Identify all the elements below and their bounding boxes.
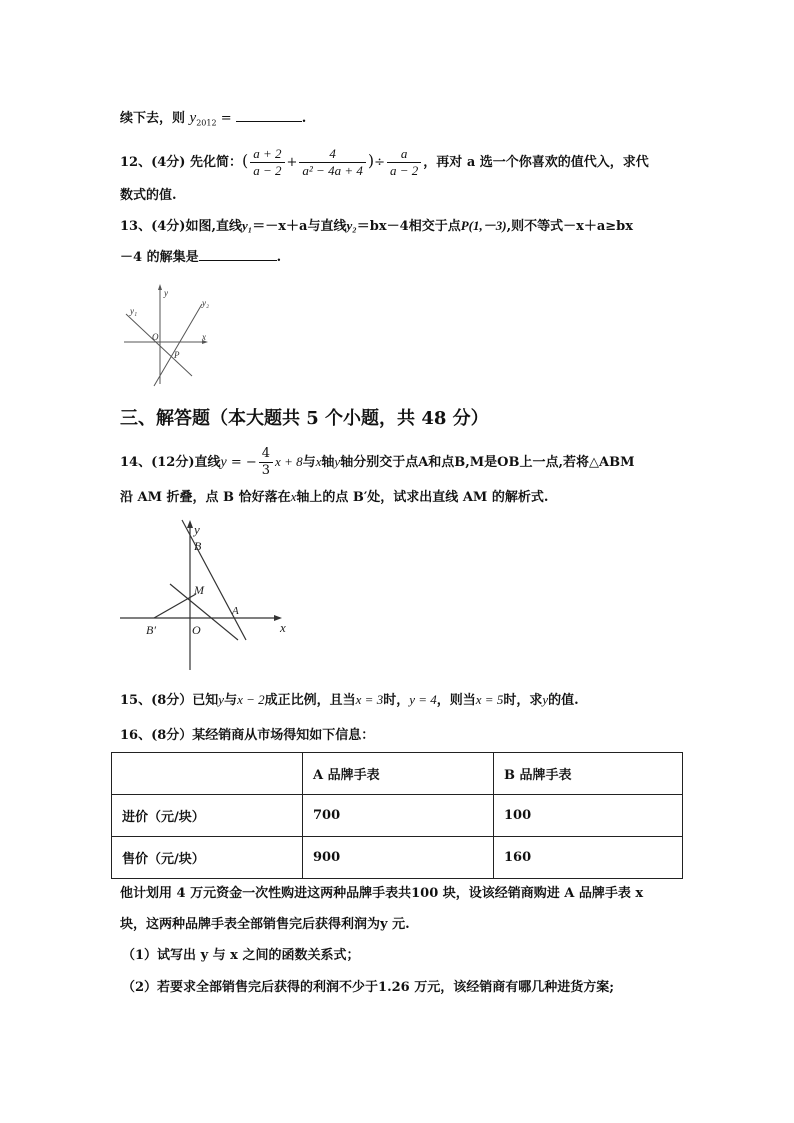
q15-expr3: y = 4 [409, 692, 437, 707]
q13-mid3: ,则不等式－x＋a≥bx [506, 219, 633, 234]
q13-line2b: . [276, 250, 282, 265]
q12-close: ) [367, 151, 375, 170]
q13-prefix: 13、(4分)如图,直线 [120, 219, 242, 234]
q13-y2: y₂ [346, 218, 357, 233]
q12-f1-num: a + 2 [250, 146, 284, 163]
q14-xvar: x [315, 454, 322, 469]
q12-suffix: ，再对 a 选一个你喜欢的值代入，求代 [423, 155, 649, 170]
q12-line2: 数式的值. [120, 188, 177, 203]
q12-f2-num: 4 [299, 146, 365, 163]
g1-label-x: x [202, 332, 206, 342]
q11-text: 续下去，则 [120, 111, 186, 126]
q12-div: ÷ [374, 155, 386, 170]
g1-line-y2 [154, 304, 202, 386]
q13-line2a: －4 的解集是 [120, 250, 199, 265]
q15-mid5: 时，求 [503, 693, 543, 708]
q15-mid4: ，则当 [436, 693, 476, 708]
q15-mid2: 成正比例，且当 [264, 693, 356, 708]
section-heading: 三、解答题（本大题共 5 个小题，共 48 分） [120, 408, 489, 429]
q15-y: y [218, 692, 225, 707]
table-header-cell: A 品牌手表 [303, 753, 494, 795]
q14-eq-a: = − [226, 455, 257, 470]
q13-eq2: ＝bx－4 [356, 219, 409, 234]
g1-label-y1: y₁ [130, 306, 138, 316]
q11-blank [236, 107, 302, 122]
q11-sub: 2012 [196, 118, 217, 128]
table-header-cell [112, 753, 303, 795]
q16-subquestion2: （2）若要求全部销售完后获得的利润不少于1.26 万元，该经销商有哪几种进货方案; [122, 980, 615, 995]
q14-line2x: x [290, 489, 297, 504]
q14-prefix: 14、(12分)直线 [120, 455, 221, 470]
q15-mid3: 时， [383, 693, 410, 708]
table-cell: 700 [303, 795, 494, 837]
q14-line2b: 轴上的点 B′处，试求出直线 AM 的解析式. [296, 490, 549, 505]
q12-line1 [120, 144, 649, 178]
g2-label-o: O [192, 623, 201, 637]
q12-open: ( [241, 151, 249, 170]
g1-label-p: P [174, 350, 180, 360]
g2-label-bprime: B′ [146, 623, 156, 637]
q14-line2a: 沿 AM 折叠，点 B 恰好落在 [120, 490, 291, 505]
g2-line-am [170, 584, 238, 640]
q16-table [111, 752, 683, 879]
table-header-cell: B 品牌手表 [494, 753, 683, 795]
q12-prefix: 12、(4分) 先化简： [120, 155, 242, 170]
g1-label-y2: y₂ [202, 298, 210, 308]
q14-frac-den: 3 [261, 463, 271, 478]
q11-end: . [301, 111, 307, 126]
q12-f3-den: a − 2 [390, 163, 419, 178]
q13-mid1: 与直线 [307, 219, 347, 234]
q14-yvar: y [334, 454, 341, 469]
q15-suffix: 的值. [548, 693, 579, 708]
q14-graph [114, 514, 304, 674]
g2-y-arrow [187, 520, 193, 528]
q14-suffix: 轴分别交于点A和点B,M是OB上一点,若将△ABM [340, 455, 635, 470]
q15-prefix: 15、(8分）已知 [120, 693, 219, 708]
q12-plus: + [286, 155, 298, 170]
q13-graph [118, 282, 218, 392]
q14-frac [259, 446, 273, 479]
q12-frac3 [387, 146, 421, 179]
q13-line1 [120, 216, 633, 237]
q15-expr2: x = 3 [355, 692, 384, 707]
table-cell: 进价（元/块） [112, 795, 303, 837]
table-row [112, 837, 683, 879]
q11-eq: = [216, 111, 236, 126]
g2-label-b: B [194, 539, 202, 553]
table-header-row [112, 753, 683, 795]
q12-f1-den: a − 2 [253, 163, 282, 178]
q14-mid: 与 [302, 455, 316, 470]
g2-label-a: A [232, 605, 239, 617]
q15-y2: y [542, 692, 549, 707]
q12-f3-num: a [387, 146, 421, 163]
q13-y1: y₁ [241, 218, 253, 233]
q14-frac-num: 4 [259, 446, 273, 463]
q11-tail [120, 107, 306, 134]
q11-var: y [189, 110, 197, 126]
table-cell: 160 [494, 837, 683, 879]
table-row [112, 795, 683, 837]
g1-line-y1 [126, 314, 192, 376]
q13-eq1: ＝－x＋a [252, 219, 308, 234]
g1-y-arrow [158, 284, 162, 290]
q13-line2 [120, 246, 281, 268]
g2-label-x: x [280, 620, 286, 635]
q14-eq-b: x + 8 [275, 454, 303, 469]
q16-subquestion1: （1）试写出 y 与 x 之间的函数关系式； [122, 948, 360, 963]
g1-label-o: O [152, 332, 159, 342]
q13-blank [199, 246, 277, 261]
table-cell: 售价（元/块） [112, 837, 303, 879]
q16-intro: 16、(8分）某经销商从市场得知如下信息： [120, 728, 375, 743]
q15-mid1: 与 [224, 693, 238, 708]
q12-f2-den: a² − 4a + 4 [302, 163, 363, 178]
q12-frac2 [299, 146, 365, 179]
q15-line [120, 690, 579, 711]
g2-line-ab [182, 520, 246, 640]
g1-label-y: y [164, 288, 168, 298]
q14-y: y [220, 455, 227, 470]
q15-expr1: x − 2 [237, 692, 265, 707]
q16-paragraph2: 块，这两种品牌手表全部销售完后获得利润为y 元. [120, 917, 410, 932]
table-cell: 900 [303, 837, 494, 879]
q14-line1 [120, 444, 634, 480]
q12-frac1 [250, 146, 284, 179]
q13-point: P(1,－3) [460, 218, 507, 233]
q15-expr4: x = 5 [475, 692, 504, 707]
q14-mid2: 轴 [321, 455, 335, 470]
g2-label-m: M [194, 583, 204, 597]
q14-line2 [120, 487, 548, 508]
table-cell: 100 [494, 795, 683, 837]
q16-paragraph1: 他计划用 4 万元资金一次性购进这两种品牌手表共100 块，设该经销商购进 A 品牌手表 x [120, 886, 644, 901]
q13-mid2: 相交于点 [408, 219, 461, 234]
g2-label-y: y [194, 522, 200, 537]
